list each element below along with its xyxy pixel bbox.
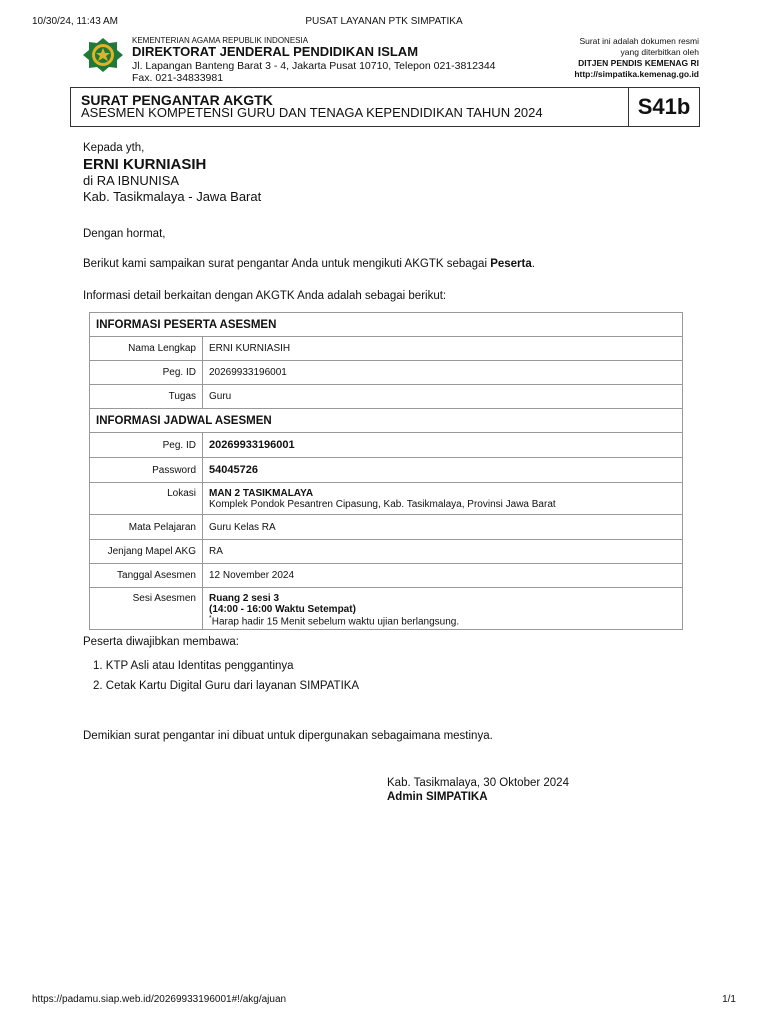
level-label: Jenjang Mapel AKG xyxy=(90,540,203,564)
signature-signer: Admin SIMPATIKA xyxy=(387,791,488,804)
participant-section-row xyxy=(90,313,683,337)
table-row xyxy=(90,458,683,483)
recipient-name: ERNI KURNIASIH xyxy=(83,156,207,173)
print-header xyxy=(0,16,768,30)
official-note-line2: yang diterbitkan oleh xyxy=(620,47,699,58)
schedule-section-row xyxy=(90,409,683,433)
session-value xyxy=(203,588,683,630)
closing-paragraph: Demikian surat pengantar ini dibuat untuk dipergunakan sebagaimana mestinya. xyxy=(83,730,493,742)
location-value xyxy=(203,483,683,515)
table-row xyxy=(90,588,683,630)
recipient-institution: di RA IBNUNISA xyxy=(83,173,180,188)
table-row xyxy=(90,433,683,458)
row-label: Nama Lengkap xyxy=(90,337,203,361)
list-item: 2. Cetak Kartu Digital Guru dari layanan SIMPATIKA xyxy=(93,680,360,692)
intro-role: Peserta xyxy=(490,258,532,270)
peg-id-value: 20269933196001 xyxy=(203,433,683,458)
greeting: Dengan hormat, xyxy=(83,228,166,240)
kemenag-emblem-icon xyxy=(82,37,124,73)
print-page-number: 1/1 xyxy=(722,994,736,1005)
ministry-name: KEMENTERIAN AGAMA REPUBLIK INDONESIA xyxy=(132,36,309,45)
row-value: Guru xyxy=(203,385,683,409)
table-row xyxy=(90,361,683,385)
level-value: RA xyxy=(203,540,683,564)
table-row xyxy=(90,385,683,409)
session-note-mark: * xyxy=(209,615,212,622)
signature-block xyxy=(387,776,569,805)
official-issuer: DITJEN PENDIS KEMENAG RI xyxy=(578,58,699,69)
table-row xyxy=(90,483,683,515)
row-value: ERNI KURNIASIH xyxy=(203,337,683,361)
row-value: 20269933196001 xyxy=(203,361,683,385)
session-time: (14:00 - 16:00 Waktu Setempat) xyxy=(209,604,356,615)
table-row xyxy=(90,564,683,588)
print-url: https://padamu.siap.web.id/20269933196001#!/akg/ajuan xyxy=(32,994,287,1005)
intro-suffix: . xyxy=(531,258,535,270)
signature-place-date: Kab. Tasikmalaya, 30 Oktober 2024 xyxy=(387,777,569,789)
table-row xyxy=(90,540,683,564)
password-label: Password xyxy=(90,458,203,483)
session-room: Ruang 2 sesi 3 xyxy=(209,593,280,604)
subject-label: Mata Pelajaran xyxy=(90,515,203,540)
table-row xyxy=(90,515,683,540)
date-value: 12 November 2024 xyxy=(203,564,683,588)
participant-section-header: INFORMASI PESERTA ASESMEN xyxy=(90,313,683,337)
date-label: Tanggal Asesmen xyxy=(90,564,203,588)
print-title: PUSAT LAYANAN PTK SIMPATIKA xyxy=(305,16,463,27)
document-subtitle: ASESMEN KOMPETENSI GURU DAN TENAGA KEPENDIDIKAN TAHUN 2024 xyxy=(81,105,543,120)
session-note-line xyxy=(209,615,676,627)
official-note-line1: Surat ini adalah dokumen resmi xyxy=(579,36,699,46)
detail-intro: Informasi detail berkaitan dengan AKGTK Anda adalah sebagai berikut: xyxy=(83,290,447,302)
document-title: SURAT PENGANTAR AKGTK xyxy=(81,92,273,108)
password-value: 54045726 xyxy=(203,458,683,483)
assessment-info-table xyxy=(89,312,683,630)
letterhead xyxy=(132,36,496,84)
peg-id-label: Peg. ID xyxy=(90,433,203,458)
document-title-box xyxy=(70,87,700,127)
recipient-region: Kab. Tasikmalaya - Jawa Barat xyxy=(83,188,262,204)
print-datetime: 10/30/24, 11:43 AM xyxy=(32,16,118,27)
session-note: Harap hadir 15 Menit sebelum waktu ujian berlangsung. xyxy=(211,616,460,628)
location-address: Komplek Pondok Pesantren Cipasung, Kab. Tasikmalaya, Provinsi Jawa Barat xyxy=(209,499,556,510)
recipient-salutation: Kepada yth, xyxy=(83,142,145,154)
list-item: 1. KTP Asli atau Identitas penggantinya xyxy=(93,660,294,672)
recipient-block xyxy=(83,142,261,204)
location-name: MAN 2 TASIKMALAYA xyxy=(209,488,314,499)
document-code: S41b xyxy=(628,88,699,126)
department-fax: Fax. 021-34833981 xyxy=(132,72,224,85)
table-row xyxy=(90,337,683,361)
subject-value: Guru Kelas RA xyxy=(203,515,683,540)
location-label: Lokasi xyxy=(90,483,203,515)
requirements-list xyxy=(93,660,359,700)
row-label: Tugas xyxy=(90,385,203,409)
row-label: Peg. ID xyxy=(90,361,203,385)
official-url: http://simpatika.kemenag.go.id xyxy=(574,69,699,80)
department-name: DIREKTORAT JENDERAL PENDIDIKAN ISLAM xyxy=(132,44,419,60)
intro-prefix: Berikut kami sampaikan surat pengantar Anda untuk mengikuti AKGTK sebagai xyxy=(83,258,491,270)
session-label: Sesi Asesmen xyxy=(90,588,203,630)
intro-paragraph xyxy=(83,258,535,270)
requirements-intro: Peserta diwajibkan membawa: xyxy=(83,636,239,648)
official-note xyxy=(574,36,699,80)
department-address: Jl. Lapangan Banteng Barat 3 - 4, Jakarta Pusat 10710, Telepon 021-3812344 xyxy=(132,60,496,73)
print-footer xyxy=(0,994,768,1008)
schedule-section-header: INFORMASI JADWAL ASESMEN xyxy=(90,409,683,433)
